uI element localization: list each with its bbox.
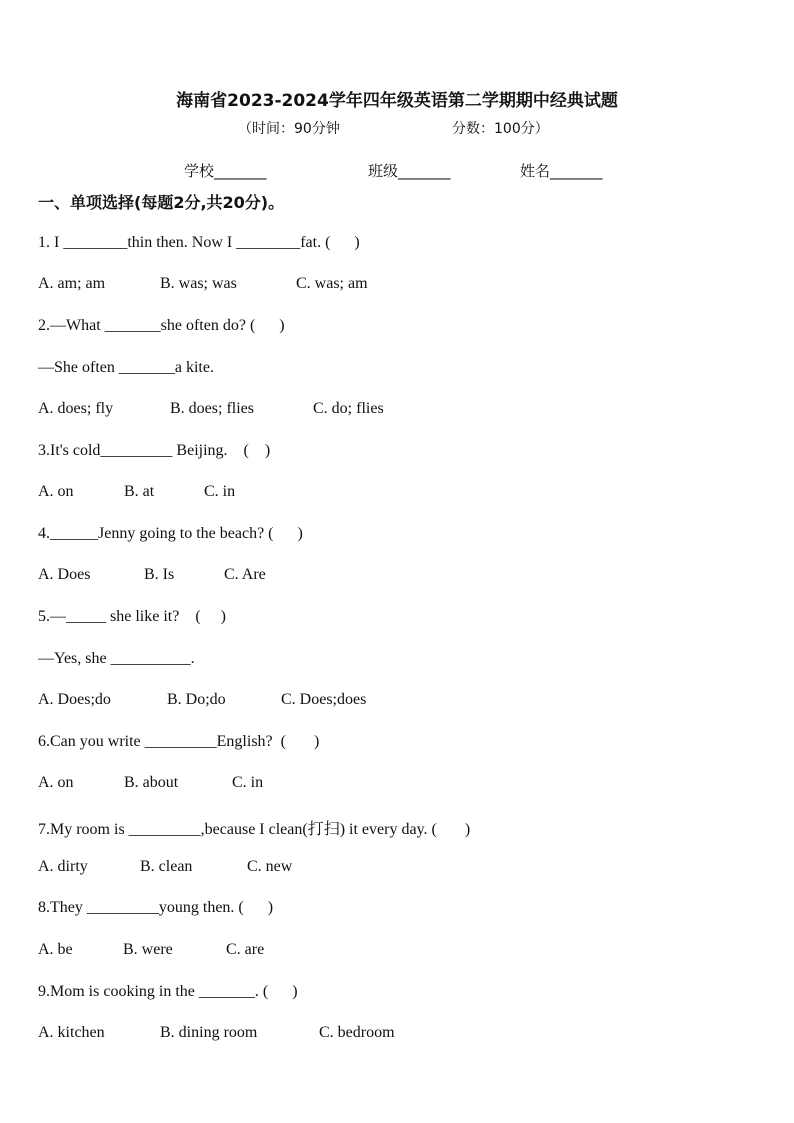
question-6: 6.Can you write _________English? ( ): [38, 733, 320, 750]
question-9: 9.Mom is cooking in the _______. ( ): [38, 983, 298, 1000]
question-7: 7.My room is _________,because I clean(打扫) it every day. ( ): [38, 821, 471, 838]
question-8: 8.They _________young then. ( ): [38, 899, 274, 916]
question-2-reply: —She often _______a kite.: [38, 359, 214, 376]
q9-option-c: C. bedroom: [319, 1024, 395, 1041]
q3-option-c: C. in: [204, 483, 236, 500]
exam-time: （时间：90分钟: [238, 121, 340, 137]
q1-option-a: A. am; am: [38, 275, 106, 292]
q4-option-a: A. Does: [38, 566, 91, 583]
q2-option-b: B. does; flies: [170, 400, 254, 417]
q9-option-b: B. dining room: [160, 1024, 258, 1041]
question-5: 5.—_____ she like it? ( ): [38, 608, 226, 625]
class-field: 班级_______: [368, 162, 451, 180]
q6-option-c: C. in: [232, 774, 264, 791]
question-3: 3.It's cold_________ Beijing. ( ): [38, 442, 271, 459]
q8-option-b: B. were: [123, 941, 173, 958]
question-2: 2.—What _______she often do? ( ): [38, 317, 285, 334]
exam-score: 分数：100分）: [452, 121, 549, 137]
q5-option-b: B. Do;do: [167, 691, 226, 708]
question-1: 1. I ________thin then. Now I ________fat. ( ): [38, 234, 360, 251]
question-5-reply: —Yes, she __________.: [38, 650, 195, 667]
section-heading: 一、单项选择(每题2分,共20分)。: [38, 193, 285, 212]
q4-option-b: B. Is: [144, 566, 175, 583]
q8-option-c: C. are: [226, 941, 265, 958]
q2-option-c: C. do; flies: [313, 400, 384, 417]
q5-option-c: C. Does;does: [281, 691, 367, 708]
school-field: 学校_______: [184, 162, 267, 180]
q6-option-b: B. about: [124, 774, 179, 791]
q7-option-c: C. new: [247, 858, 293, 875]
page-title: 海南省2023-2024学年四年级英语第二学期期中经典试题: [176, 91, 618, 111]
name-field: 姓名_______: [520, 162, 603, 180]
q3-option-b: B. at: [124, 483, 155, 500]
q1-option-c: C. was; am: [296, 275, 368, 292]
q2-option-a: A. does; fly: [38, 400, 114, 417]
q4-option-c: C. Are: [224, 566, 266, 583]
q7-option-b: B. clean: [140, 858, 193, 875]
q3-option-a: A. on: [38, 483, 74, 500]
q5-option-a: A. Does;do: [38, 691, 111, 708]
q8-option-a: A. be: [38, 941, 73, 958]
question-4: 4.______Jenny going to the beach? ( ): [38, 525, 303, 542]
q1-option-b: B. was; was: [160, 275, 237, 292]
q6-option-a: A. on: [38, 774, 74, 791]
q7-option-a: A. dirty: [38, 858, 88, 875]
q9-option-a: A. kitchen: [38, 1024, 105, 1041]
